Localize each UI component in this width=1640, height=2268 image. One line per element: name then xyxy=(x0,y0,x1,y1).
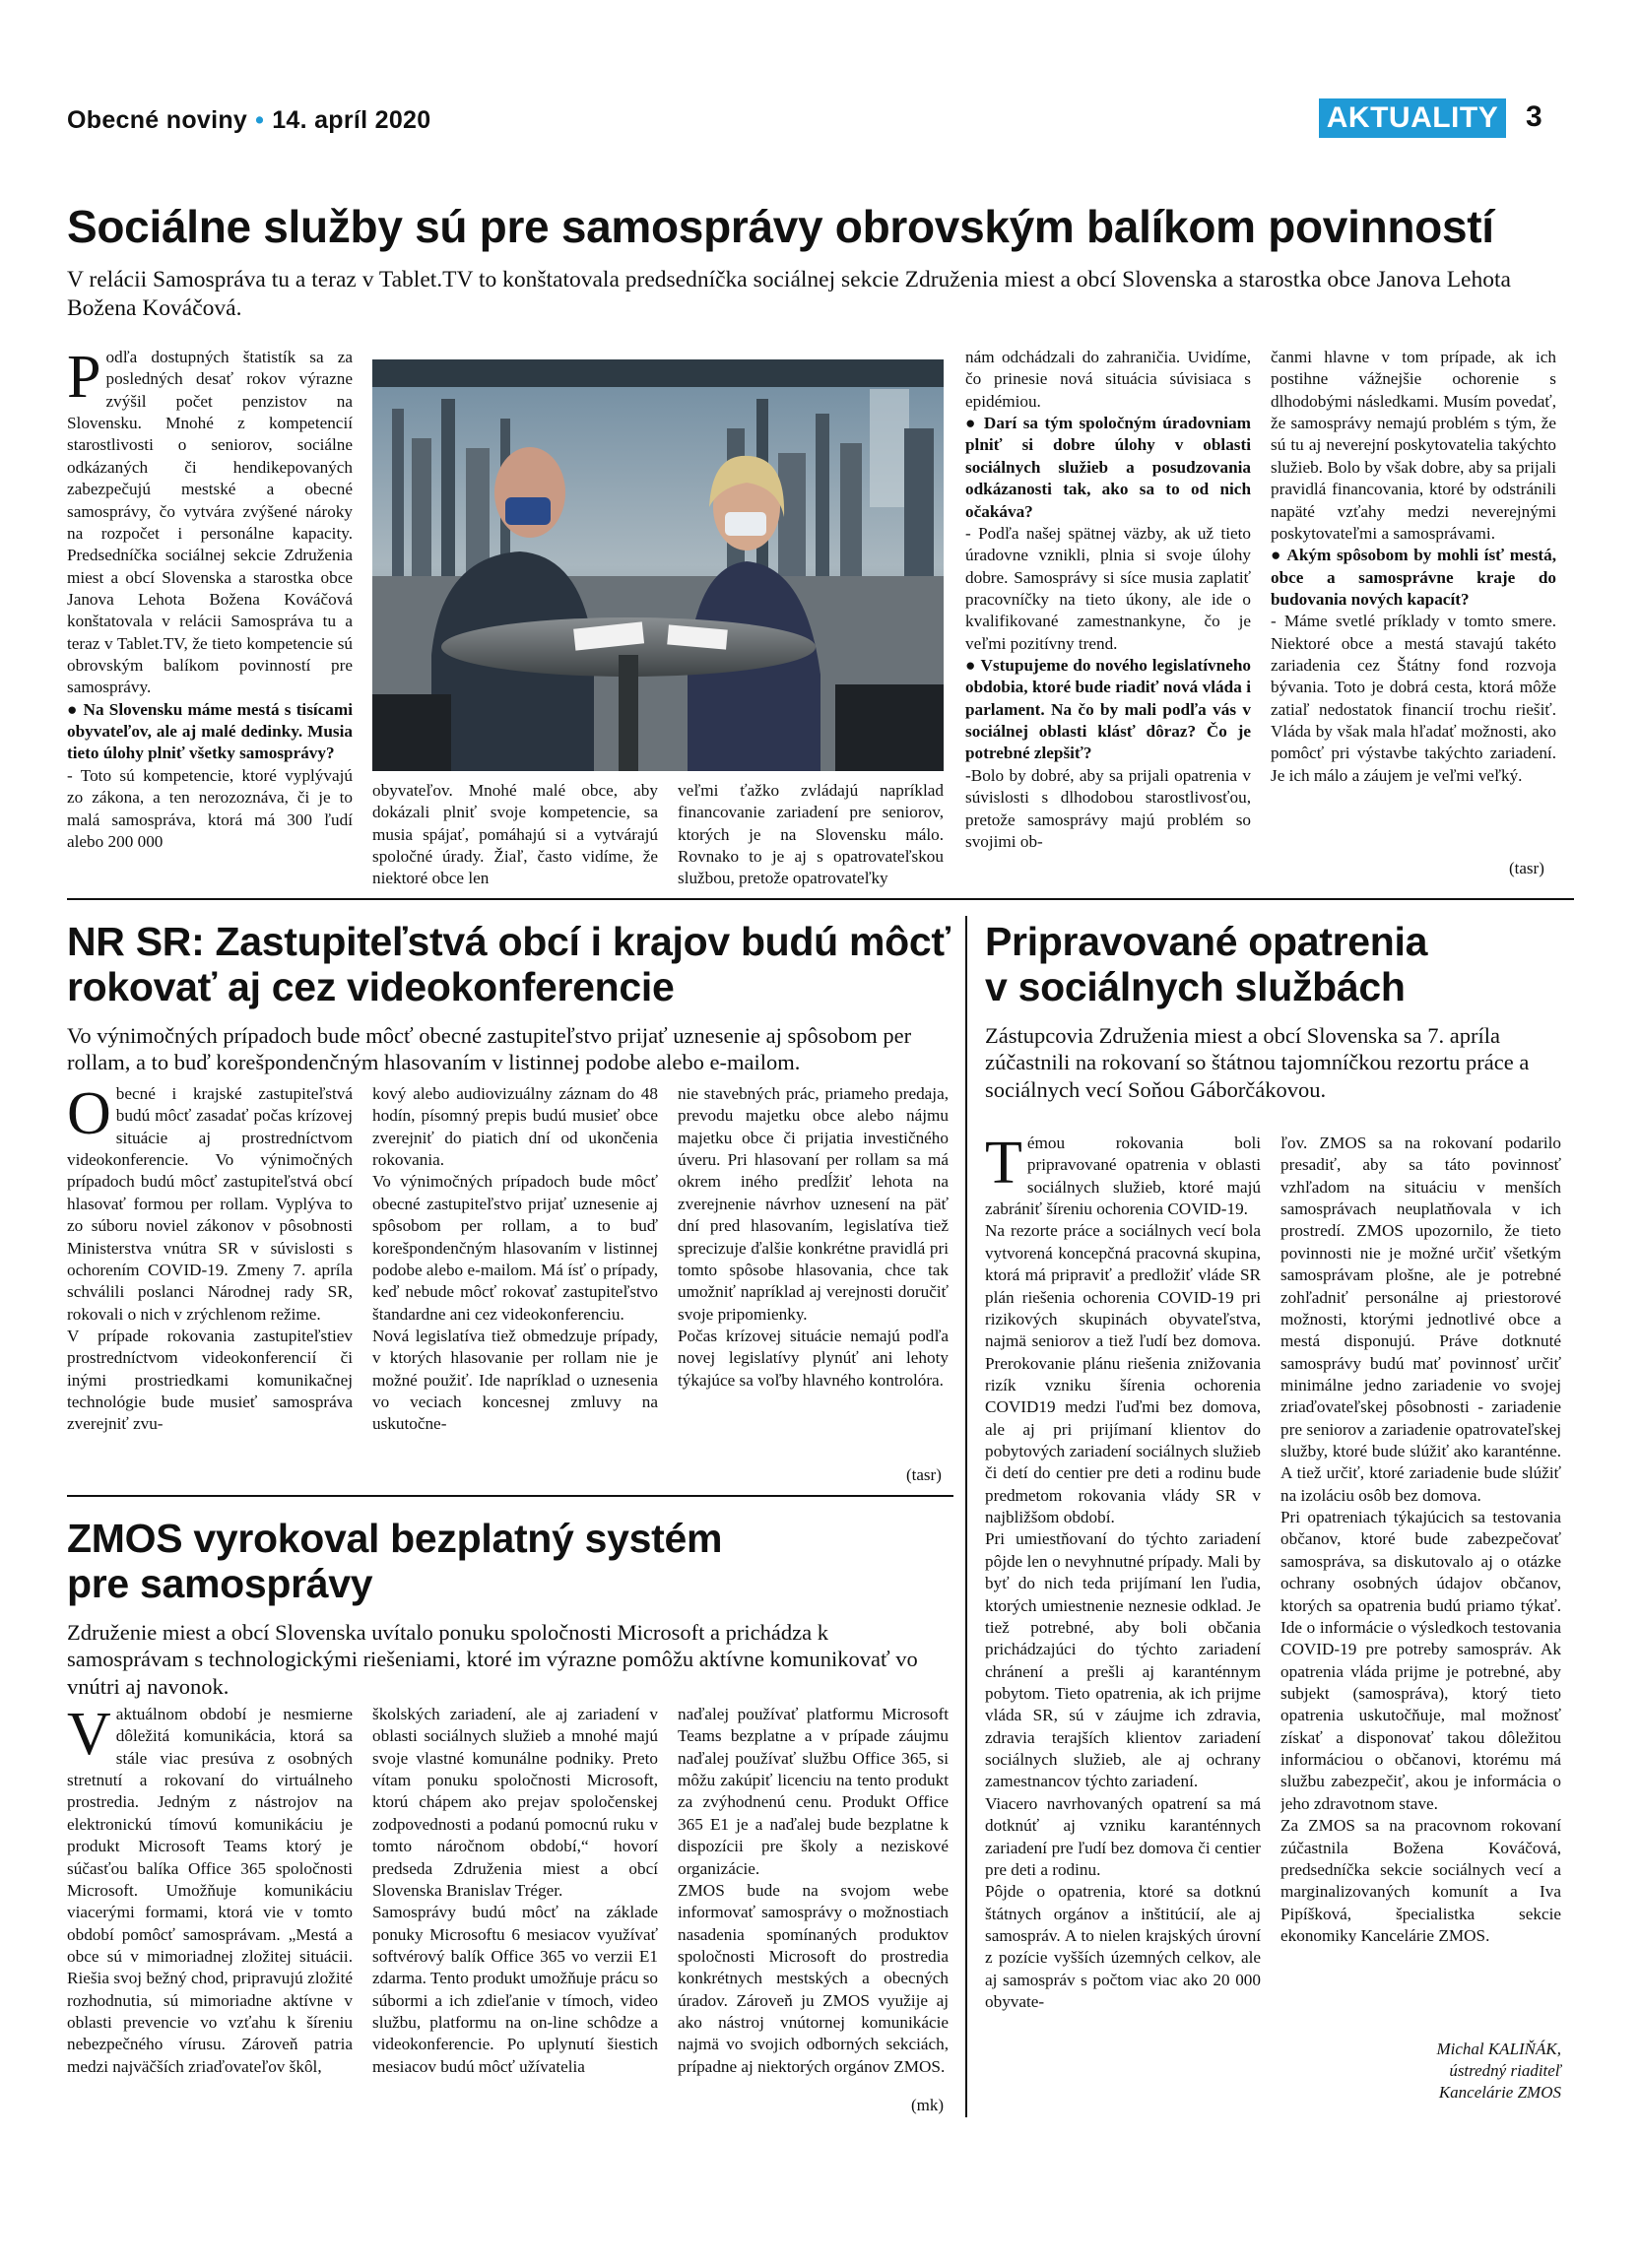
article4-col1 xyxy=(985,1133,1261,2127)
paragraph: - Podľa našej spätnej väzby, ak už tieto úradovne vznikli, plnia si svoje úlohy dobre. Samosprávy si síce musia zaplatiť pracovníčky na tieto úkony, ale ide o kvalifikované zamestnankyne, čo je veľmi pozitívny trend. xyxy=(965,523,1251,653)
divider xyxy=(67,898,1574,900)
article4-lead: Zástupcovia Združenia miest a obcí Slovenska sa 7. apríla zúčastnili na rokovaní so štátnou tajomníčkou rezortu práce a sociálnych vecí Soňou Gáborčákovou. xyxy=(985,1023,1530,1102)
title-line: pre samosprávy xyxy=(67,1560,373,1606)
article1-col3 xyxy=(678,780,944,888)
paragraph: nie stavebných prác, priameho predaja, prevodu majetku obce alebo nájmu majetku obce či prijatia investičného úveru. Pri hlasovaní per rollam sa má okrem iného predĺžiť lehota na zverejnenie návrhov uznesení na päť dní pred hlasovaním, legislatíva tiež sprecizuje ďalšie konkrétne pravidlá pri tomto spôsobe hlasovania, chce tak umožniť napríklad aj verejnosti doručiť svoje pripomienky. xyxy=(678,1084,949,1324)
article1-col5 xyxy=(1271,347,1556,849)
paragraph: kový alebo audiovizuálny záznam do 48 hodín, písomný prepis budú musieť obce zverejniť do piatich dní od ukončenia rokovania. xyxy=(372,1084,658,1170)
paragraph: Pôjde o opatrenia, ktoré sa dotknú štátnych orgánov a inštitúcií, ale aj samospráv. A to nielen krajských úrovní z pozície vyšších územných celkov, ale aj samospráv s počtom viac ako 20 000 obyvate- xyxy=(985,1882,1261,2012)
interview-photo xyxy=(372,359,944,771)
divider xyxy=(67,1495,953,1497)
drop-cap: O xyxy=(67,1083,111,1147)
paragraph: obyvateľov. Mnohé malé obce, aby dokázali plniť svoje kompetencie, sa musia spájať, pomáhajú si a vytvárajú spoločné úrady. Žiaľ, často vidíme, že niektoré obce len xyxy=(372,781,658,888)
article2-col2 xyxy=(372,1083,658,1487)
paragraph: naďalej používať platformu Microsoft Teams bezplatne a v prípade záujmu naďalej používať službu Office 365, si môžu zakúpiť licenciu na tento produkt za zvýhodnenú cenu. Produkt Office 365 E1 je a naďalej bude bezplatne k dispozícii pre školy a neziskové organizácie. xyxy=(678,1705,949,1878)
paragraph: Na rezorte práce a sociálnych vecí bola vytvorená koncepčná pracovná skupina, ktorá má pripraviť a predložiť vláde SR plán riešenia ochorenia COVID-19 pri rizikových skupinách obyvateľstva, najmä seniorov a tiež ľudí bez domova. Prerokovanie plánu riešenia znižovania rizík vzniku šírenia ochorenia COVID19 medzi ľuďmi bez domova, ale aj pri prijímaní klientov do pobytových zariadení sociálnych služieb či detí do centier pre deti a rodinu bude predmetom rokovania vlády SR v najbližšom období. xyxy=(985,1221,1261,1527)
article1-col1 xyxy=(67,347,353,888)
interview-question: ● Vstupujeme do nového legislatívneho obdobia, ktoré bude riadiť nová vláda i parlament. Na čo by mali podľa vás v sociálnej oblasti klásť dôraz? Čo je potrebné zlepšiť? xyxy=(965,656,1251,763)
article3-title xyxy=(67,1517,953,1607)
article2-col3 xyxy=(678,1083,949,1462)
author-name: Michal KALIŇÁK, xyxy=(1436,2040,1561,2058)
paragraph: Vo výnimočných prípadoch bude môcť obecné zastupiteľstvo prijať uznesenie aj spôsobom per rollam, a to buď korešpondenčným hlasovaním v listinnej podobe alebo e-mailom. Má ísť o prípady, keď nebude môcť rokovať zastupiteľstvo štandardne ani cez videokonferenciu. xyxy=(372,1172,658,1324)
paragraph: V prípade rokovania zastupiteľstiev prostredníctvom videokonferencií či inými prostriedkami komunikačnej technológie bude musieť samospráva zverejniť zvu- xyxy=(67,1326,353,1434)
paragraph: ľov. ZMOS sa na rokovaní podarilo presadiť, aby sa táto povinnosť vzhľadom na situáciu v menších samosprávach neuplatňovala v ich prostredí. ZMOS upozornilo, že tieto povinnosti nie je možné určiť všetkým samosprávam plošne, ale je potrebné zohľadniť personálne aj priestorové možnosti, ktorými jednotlivé obce a mestá disponujú. Práve dotknuté samosprávy budú mať povinnosť určiť minimálne jedno zariadenie vo svojej zriaďovateľskej pôsobnosti - zariadenie pre seniorov a zariadenie opatrovateľskej služby, ktoré bude slúžiť ako karanténne. A tiež určiť, ktoré zariadenie bude slúžiť na izoláciu osôb bez domova. xyxy=(1280,1134,1561,1505)
title-line: Pripravované opatrenia xyxy=(985,919,1428,964)
title-line: NR SR: Zastupiteľstvá obcí i krajov budú môcť xyxy=(67,919,951,964)
article2-lead: Vo výnimočných prípadoch bude môcť obecné zastupiteľstvo prijať uznesenie aj spôsobom per rollam, a to buď korešpondenčným hlasovaním v listinnej podobe alebo e-mailom. xyxy=(67,1023,912,1075)
article2-title xyxy=(67,920,973,1010)
article3-credit: (mk) xyxy=(911,2096,945,2114)
paragraph: - Máme svetlé príklady v tomto smere. Niektoré obce a mestá stavajú takéto zariadenia cez Štátny fond rozvoja bývania. Toto je dobrá cesta, ktorá môže zatiaľ nedostatok financií trochu riešiť. Vláda by však mala hľadať možnosti, ako pomôcť pri výstavbe takýchto zariadení. Je ich málo a záujem je veľmi veľký. xyxy=(1271,612,1556,785)
title-line: ZMOS vyrokoval bezplatný systém xyxy=(67,1516,723,1561)
paragraph: odľa dostupných štatistík sa za posledných desať rokov výrazne zvýšil počet penzistov na Slovensku. Mnohé z kompetencií starostlivosti o seniorov, sociálne odkázaných či hendikepovaných zabezpečujú mestské a obecné samosprávy, čo vytvára zvýšené nároky na rozpočet i personálne kapacity. Predsedníčka sociálnej sekcie Združenia miest a obcí Slovenska a starostka obce Janova Lehota Božena Kováčová konštatovala v relácii Samospráva tu a teraz v Tablet.TV, že tieto kompetencie sú obrovským balíkom povinností pre samosprávy. xyxy=(67,348,353,697)
paragraph: -Bolo by dobré, aby sa prijali opatrenia v súvislosti s dlhodobou starostlivosťou, pretože samosprávy majú problém so svojimi ob- xyxy=(965,765,1251,851)
article3-col2 xyxy=(372,1704,658,2117)
article1-col4 xyxy=(965,347,1251,888)
article3-lead: Združenie miest a obcí Slovenska uvítalo ponuku spoločnosti Microsoft a prichádza k samosprávam s technologickými riešeniami, ktoré im výrazne pomôžu aktívne komunikovať vo vnútri aj navonok. xyxy=(67,1620,918,1699)
article4-col2 xyxy=(1280,1133,1561,2009)
interview-question: ● Akým spôsobom by mohli ísť mestá, obce a samosprávne kraje do budovania nových kapacít? xyxy=(1271,546,1556,609)
article1-lead: V relácii Samospráva tu a teraz v Tablet.TV to konštatovala predsedníčka sociálnej sekcie Združenia miest a obcí Slovenska a starostka obce Janova Lehota Božena Kováčová. xyxy=(67,267,1511,321)
article3-col3 xyxy=(678,1704,949,2093)
interview-question: ● Darí sa tým spoločným úradovniam plniť si dobre úlohy v oblasti sociálnych služieb a posudzovania odkázanosti tak, ako sa to od nich očakáva? xyxy=(965,414,1251,521)
paragraph: - Toto sú kompetencie, ktoré vyplývajú zo zákona, a ten nerozoznáva, či je to malá samospráva, ktorá má 300 ľudí alebo 200 000 xyxy=(67,765,353,851)
paragraph: nám odchádzali do zahraničia. Uvidíme, čo prinesie nová situácia súvisiaca s epidémiou. xyxy=(965,348,1251,411)
paragraph: Pri umiestňovaní do týchto zariadení pôjde len o nevyhnutné prípady. Mali by byť do nich teda prijímaní len ľudia, ktorých umiestnenie neznesie odklad. Je tiež potrebné, aby boli občania prichádzajúci do týchto zariadení chránení a prešli aj karanténnym pobytom. Tieto opatrenia, ak ich prijme vláda SR, sú v záujme ich zdravia, zdravia terajších klientov zariadení sociálnych služieb, ale aj ochrany zamestnancov týchto zariadení. xyxy=(985,1529,1261,1791)
article1-col2 xyxy=(372,780,658,888)
paragraph: veľmi ťažko zvládajú napríklad financovanie zariadení pre seniorov, ktorých je na Slovensku málo. Rovnako to je aj s opatrovateľskou službou, pretože opatrovateľky xyxy=(678,781,944,888)
paragraph: aktuálnom období je nesmierne dôležitá komunikácia, ktorá sa stále viac presúva z osobných stretnutí a rokovaní do virtuálneho prostredia. Jedným z nástrojov na elektronickú tímovú komunikáciu je produkt Microsoft Teams ktorý je súčasťou balíka Office 365 spoločnosti Microsoft. Umožňuje komunikáciu viacerými formami, ktorá vie v tomto období pomôcť samosprávam. „Mestá a obce sú v mimoriadnej zložitej situácii. Riešia svoj bežný chod, pripravujú zložité rozhodnutia, sú mimoriadne aktívne v oblasti prevencie vo vzťahu k šíreniu nebezpečného vírusu. Zároveň patria medzi najväčších zriaďovateľov škôl, xyxy=(67,1705,353,2076)
paragraph: Počas krízovej situácie nemajú podľa novej legislatívy plynúť ani lehoty týkajúce sa voľby hlavného kontrolóra. xyxy=(678,1326,949,1390)
paper-name: Obecné noviny xyxy=(67,106,248,134)
issue-date: 14. apríl 2020 xyxy=(272,106,431,134)
drop-cap: P xyxy=(67,347,101,411)
article4-title xyxy=(985,920,1576,1010)
paragraph: becné i krajské zastupiteľstvá budú môcť zasadať počas krízovej situácie aj prostredníctvom videokonferencie. Vo výnimočných prípadoch budú môcť zastupiteľstvá obcí hlasovať formou per rollam. Vyplýva to zo súboru noviel zákonov v pôsobnosti Ministerstva vnútra SR v súvislosti s ochorením COVID-19. Zmeny 7. apríla schválili poslanci Národnej rady SR, rokovali o nich v zrýchlenom režime. xyxy=(67,1084,353,1324)
paragraph: Pri opatreniach týkajúcich sa testovania občanov, ktoré bude zabezpečovať samospráva, sa diskutovalo aj o otázke ochrany osobných údajov občanov, ktorých sa opatrenia budú priamo týkať. Ide o informácie o výsledkoch testovania COVID-19 pre potreby samospráv. Ak opatrenia vláda prijme je potrebné, aby subjekt (samospráva), ktorý tieto opatrenia uskutočňuje, mal možnosť získať a disponovať takou dôležitou informáciou o občanovi, ktorému má službu zabezpečiť, akou je informácia o jeho zdravotnom stave. xyxy=(1280,1508,1561,1813)
interview-question: ● Na Slovensku máme mestá s tisícami obyvateľov, ale aj malé dedinky. Musia tieto úlohy plniť všetky samosprávy? xyxy=(67,699,353,763)
article1-credit: (tasr) xyxy=(1509,859,1544,877)
paragraph: Nová legislatíva tiež obmedzuje prípady, v ktorých hlasovanie per rollam nie je možné použiť. Ide napríklad o uznesenia vo veciach koncesnej zmluvy na uskutočne- xyxy=(372,1326,658,1434)
article2-credit: (tasr) xyxy=(906,1465,942,1484)
title-line: rokovať aj cez videokonferencie xyxy=(67,963,675,1009)
article1-title: Sociálne služby sú pre samosprávy obrovským balíkom povinností xyxy=(67,201,1494,252)
section-rubric: AKTUALITY xyxy=(1319,98,1506,138)
author-org: Kancelárie ZMOS xyxy=(1438,2083,1561,2103)
paragraph: čanmi hlavne v tom prípade, ak ich postihne vážnejšie ochorenie s dlhodobými následkami. Musím povedať, že samosprávy nemajú problém s tým, že sú tu aj neverejní poskytovatelia takýchto služieb. Bolo by však dobre, aby sa prijali pravidlá financovania, ktoré by odstránili napäté vzťahy medzi neverejnými poskytovateľmi a samosprávami. xyxy=(1271,348,1556,543)
paragraph: émou rokovania boli pripravované opatrenia v oblasti sociálnych služieb, ktoré majú zabrániť šíreniu ochorenia COVID-19. xyxy=(985,1134,1261,1219)
drop-cap: V xyxy=(67,1704,111,1768)
paragraph: Za ZMOS sa na pracovnom rokovaní zúčastnila Božena Kováčová, predsedníčka sekcie sociálnych vecí a marginalizovaných komunít a Iva Pipíšková, špecialistka sekcie ekonomiky Kancelárie ZMOS. xyxy=(1280,1816,1561,1945)
drop-cap: T xyxy=(985,1133,1022,1197)
author-role: ústredný riaditeľ xyxy=(1449,2061,1561,2081)
paragraph: Viacero navrhovaných opatrení sa má dotknúť aj vzniku karanténnych zariadení pre ľudí bez domova či centier pre deti a rodinu. xyxy=(985,1793,1261,1879)
paragraph: školských zariadení, ale aj zariadení v oblasti sociálnych služieb a mnohé majú svoje vlastné komunálne podniky. Preto vítam ponuku spoločnosti Microsoft, ktorú chápem ako prejav spoločenskej zodpovednosti a podanú pomocnú ruku v tomto náročnom období,“ hovorí predseda Združenia miest a obcí Slovenska Branislav Tréger. xyxy=(372,1705,658,1900)
paragraph: ZMOS bude na svojom webe informovať samosprávy o možnostiach nasadenia spomínaných produktov spoločnosti Microsoft do prostredia konkrétnych mestských a obecných úradov. Zároveň ju ZMOS využije aj ako nástroj vnútornej komunikácie najmä vo svojich odborných sekciách, prípadne aj niektorých orgánov ZMOS. xyxy=(678,1880,949,2076)
article2-col1 xyxy=(67,1083,353,1487)
paragraph: Samosprávy budú môcť na základe ponuky Microsoftu 6 mesiacov využívať softvérový balík Office 365 vo verzii E1 zdarma. Tento produkt umožňuje prácu so súbormi a ich zdieľanie v tímoch, video službu, platformu na on-line schôdze a videokonferencie. Po uplynutí šiestich mesiacov budú môcť užívatelia xyxy=(372,1903,658,2076)
title-line: v sociálnych službách xyxy=(985,963,1406,1009)
masthead xyxy=(67,106,430,135)
author-signature xyxy=(1280,2039,1561,2104)
column-divider xyxy=(965,916,967,2117)
article3-col1 xyxy=(67,1704,353,2117)
page-number: 3 xyxy=(1526,100,1542,133)
separator-dot: • xyxy=(255,106,265,134)
